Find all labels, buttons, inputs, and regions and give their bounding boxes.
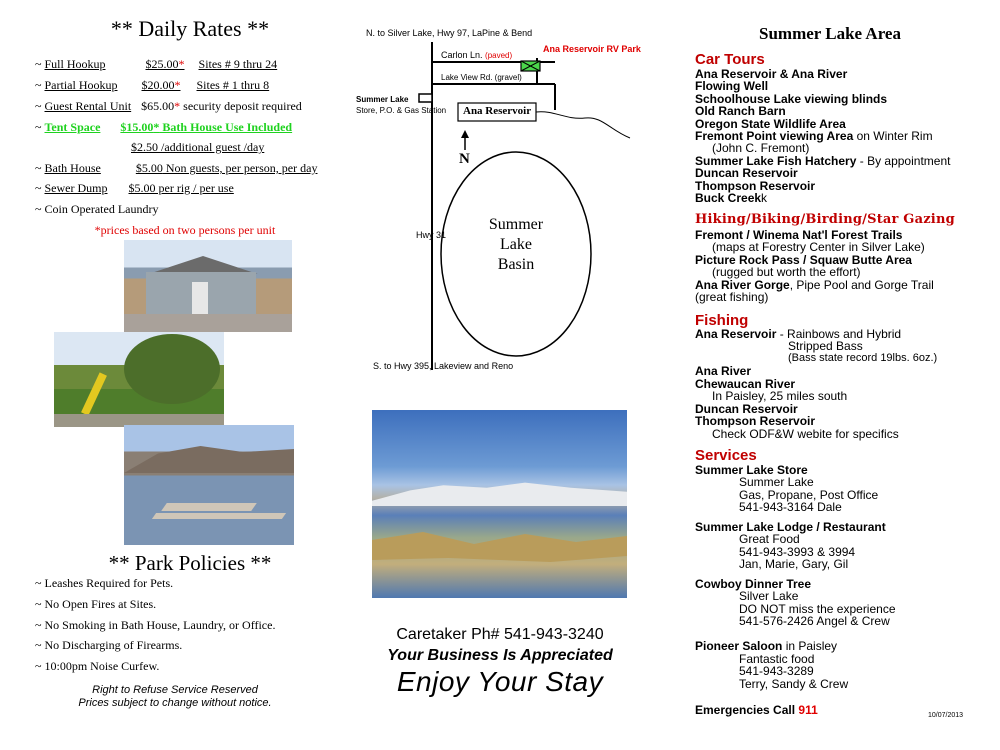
fishing-odfw-note: Check ODF&W webite for specifics [712, 427, 899, 441]
map-label-carlon-name: Carlon Ln. [441, 50, 483, 60]
emergency-line [695, 703, 818, 717]
car-tour-item-text: Schoolhouse Lake viewing blinds [695, 92, 888, 106]
rate-prefix: ~ [35, 181, 45, 195]
car-tour-thompson-name: Thompson Reservoir [695, 179, 816, 193]
rate-price: $2.50 [131, 140, 158, 154]
rate-name-text: Full Hookup [44, 57, 106, 71]
rate-name-text: Guest Rental Unit [44, 99, 132, 113]
price-change-note: Prices subject to change without notice. [78, 697, 272, 709]
car-tour-buck-name: Buck Creek [695, 191, 762, 205]
service-saloon-name-text: Pioneer Saloon [695, 639, 783, 653]
car-tour-fremont-rest: on Winter Rim [853, 129, 933, 143]
rate-sewer-dump [35, 181, 234, 196]
rate-star: * [153, 120, 160, 134]
services-heading: Services [695, 447, 757, 464]
emergency-label: Emergencies Call [695, 703, 799, 717]
rate-laundry [35, 202, 158, 217]
rate-name [45, 161, 318, 175]
service-store-line: 541-943-3164 Dale [739, 500, 842, 514]
photo-slide [81, 372, 107, 415]
fishing-chewaucan-note: In Paisley, 25 miles south [712, 389, 848, 403]
fishing-ana-reservoir-name: Ana Reservoir [695, 327, 777, 341]
rate-name-text: Partial Hookup [44, 78, 118, 92]
photo-tree [124, 334, 220, 404]
rate-bath-house [35, 161, 317, 176]
service-lodge-name-text: Summer Lake Lodge / Restaurant [695, 520, 886, 534]
hiking-fremont-forest-name: Fremont / Winema Nat'l Forest Trails [695, 228, 903, 242]
hiking-fremont-forest-note: (maps at Forestry Center in Silver Lake) [712, 240, 925, 254]
rate-tent-highlight [45, 120, 293, 134]
map-label-store-name: Summer Lake [356, 95, 409, 104]
rate-price: $5.00 [128, 181, 156, 195]
map-label-carlon-paved: (paved) [485, 51, 513, 60]
photo-mountain [124, 443, 294, 473]
map-label-carlon [441, 50, 512, 60]
car-tour-duncan-name: Duncan Reservoir [695, 166, 798, 180]
service-lodge-line: 541-943-3993 & 3994 [739, 545, 856, 559]
car-tour-fremont-note: (John C. Fremont) [712, 141, 810, 155]
rate-prefix: ~ [35, 161, 45, 175]
rate-prefix: ~ [35, 78, 45, 92]
photo-ground [124, 314, 292, 332]
rate-name [45, 78, 270, 92]
service-store-line: Gas, Propane, Post Office [739, 488, 879, 502]
map-north-arrow-head [461, 130, 469, 138]
map-label-rv-park: Ana Reservoir RV Park [543, 44, 641, 54]
rate-price: $65.00 [141, 99, 175, 113]
fishing-thompson [695, 415, 815, 427]
photo-snowy-ridge [372, 480, 627, 506]
rate-price: $15.00 [120, 120, 154, 134]
enjoy-your-stay: Enjoy Your Stay [396, 666, 604, 697]
rate-additional-guest [131, 140, 264, 155]
car-tour-fremont-name: Fremont Point viewing Area [695, 129, 854, 143]
car-tour-duncan [695, 167, 798, 179]
rate-prefix: ~ [35, 57, 45, 71]
print-date: 10/07/2013 [928, 712, 964, 719]
rate-extra: /additional guest /day [158, 140, 265, 154]
rate-price: $20.00 [141, 78, 175, 92]
rate-extra: Non guests, per person, per day [162, 161, 318, 175]
map-label-hwy31: Hwy 31 [416, 230, 447, 240]
hiking-picture-rock-name: Picture Rock Pass / Squaw Butte Area [695, 253, 912, 267]
rate-guest-rental [35, 99, 302, 114]
map-label-ana-reservoir: Ana Reservoir [463, 105, 532, 117]
car-tours-heading: Car Tours [695, 51, 765, 68]
appreciated-text: Your Business Is Appreciated [387, 647, 613, 664]
photo-door [192, 282, 208, 314]
service-lodge-line: Jan, Marie, Gary, Gil [739, 557, 849, 571]
car-tour-hatchery-rest: - By appointment [856, 154, 951, 168]
rate-extra: Bath House Use Included [159, 120, 293, 134]
rate-extra: security deposit required [180, 99, 302, 113]
car-tour-buck-creek [695, 192, 767, 204]
policy-item: ~ Leashes Required for Pets. [35, 576, 174, 590]
hiking-gorge-name: Ana River Gorge [695, 278, 790, 292]
map-label-basin-1: Summer [488, 216, 544, 233]
area-map [340, 0, 670, 400]
policy-item: ~ No Discharging of Firearms. [35, 638, 183, 652]
rate-extra: Sites # 9 thru 24 [198, 57, 278, 71]
map-label-south-road: S. to Hwy 395, Lakeview and Reno [373, 361, 514, 371]
rate-partial-hookup [35, 78, 269, 93]
car-tour-item-text: Old Ranch Barn [695, 104, 786, 118]
fishing-thompson-name: Thompson Reservoir [695, 414, 816, 428]
rate-price: $25.00 [145, 57, 179, 71]
service-cowboy-line: Silver Lake [739, 589, 799, 603]
caretaker-phone: Caretaker Ph# 541-943-3240 [396, 626, 604, 643]
policy-item: ~ No Smoking in Bath House, Laundry, or Office. [35, 618, 276, 632]
service-store-name-text: Summer Lake Store [695, 463, 808, 477]
rate-prefix: ~ [35, 120, 45, 134]
rate-name [45, 57, 278, 71]
service-lodge-line: Great Food [739, 532, 800, 546]
rate-prefix: ~ [35, 202, 45, 216]
photo-pier-lower [152, 513, 286, 519]
policy-item: ~ 10:00pm Noise Curfew. [35, 659, 160, 673]
car-tour-hatchery-name: Summer Lake Fish Hatchery [695, 154, 857, 168]
service-saloon-rest: in Paisley [782, 639, 838, 653]
service-saloon-line: Fantastic food [739, 652, 815, 666]
fishing-ana-river-name: Ana River [695, 364, 752, 378]
fishing-ana-reservoir-rest: - Rainbows and Hybrid [776, 327, 902, 341]
car-tour-item-text: Oregon State Wildlife Area [695, 117, 846, 131]
rate-name-text: Sewer Dump [44, 181, 108, 195]
refuse-service-note: Right to Refuse Service Reserved [92, 684, 258, 696]
rate-star: * [174, 99, 181, 113]
rate-extra: Sites # 1 thru 8 [196, 78, 270, 92]
area-title: Summer Lake Area [759, 24, 901, 43]
rate-name-text: Tent Space [44, 120, 101, 134]
map-ana-river [536, 112, 630, 138]
rate-name-text: Bath House [44, 161, 101, 175]
service-cowboy-name-text: Cowboy Dinner Tree [695, 577, 812, 591]
photo-office-building [124, 240, 292, 332]
hiking-gorge-note: (great fishing) [695, 290, 769, 304]
service-store-line: Summer Lake [739, 475, 814, 489]
photo-playground [54, 332, 224, 427]
rate-name [45, 181, 234, 195]
service-saloon-line: Terry, Sandy & Crew [739, 677, 849, 691]
emergency-number: 911 [798, 703, 818, 717]
rate-star: * [174, 78, 181, 92]
car-tour-item-text: Ana Reservoir & Ana River [695, 67, 848, 81]
fishing-chewaucan-name: Chewaucan River [695, 377, 796, 391]
service-cowboy-line: DO NOT miss the experience [739, 602, 896, 616]
rate-price: $5.00 [135, 161, 163, 175]
car-tour-buck-rest: k [761, 191, 768, 205]
photo-pier [161, 503, 257, 511]
price-note: *prices based on two persons per unit [94, 223, 276, 237]
photo-summer-lake [372, 410, 627, 598]
map-label-north-road: N. to Silver Lake, Hwy 97, LaPine & Bend [366, 28, 533, 38]
policy-item: ~ No Open Fires at Sites. [35, 597, 157, 611]
map-basin-ellipse [441, 152, 591, 356]
service-saloon-name [695, 640, 837, 652]
rate-additional-underline [131, 140, 264, 154]
map-label-basin-2: Lake [500, 236, 532, 253]
car-tour-item [695, 80, 768, 92]
car-tour-item [695, 105, 786, 117]
fishing-ana-river [695, 365, 751, 377]
map-label-north: N [459, 151, 470, 167]
fishing-duncan-name: Duncan Reservoir [695, 402, 798, 416]
rate-name-text: Coin Operated Laundry [44, 202, 159, 216]
service-cowboy-line: 541-576-2426 Angel & Crew [739, 614, 890, 628]
rate-full-hookup [35, 57, 277, 72]
hiking-gorge-rest: , Pipe Pool and Gorge Trail [789, 278, 934, 292]
daily-rates-title: ** Daily Rates ** [110, 16, 270, 41]
photo-reeds [372, 528, 627, 568]
rate-tent-space [35, 120, 292, 135]
map-label-store-desc: Store, P.O. & Gas Station [356, 106, 447, 115]
map-store-marker [419, 94, 432, 102]
fishing-stripped-bass: Stripped Bass [788, 339, 863, 353]
map-label-lake-view: Lake View Rd. (gravel) [441, 73, 522, 82]
hiking-picture-rock-note: (rugged but worth the effort) [712, 265, 861, 279]
service-saloon-line: 541-943-3289 [739, 664, 814, 678]
fishing-heading: Fishing [695, 312, 749, 329]
car-tour-item-text: Flowing Well [695, 79, 769, 93]
rate-prefix: ~ [35, 99, 45, 113]
rate-star: * [178, 57, 185, 71]
photo-fishing-dock [124, 425, 294, 545]
rate-extra: per rig / per use [155, 181, 234, 195]
hiking-heading: Hiking/Biking/Birding/Star Gazing [695, 212, 955, 227]
map-label-basin-3: Basin [497, 256, 535, 273]
fishing-bass-record: (Bass state record 19lbs. 6oz.) [788, 352, 938, 364]
park-policies-title: ** Park Policies ** [108, 551, 272, 575]
